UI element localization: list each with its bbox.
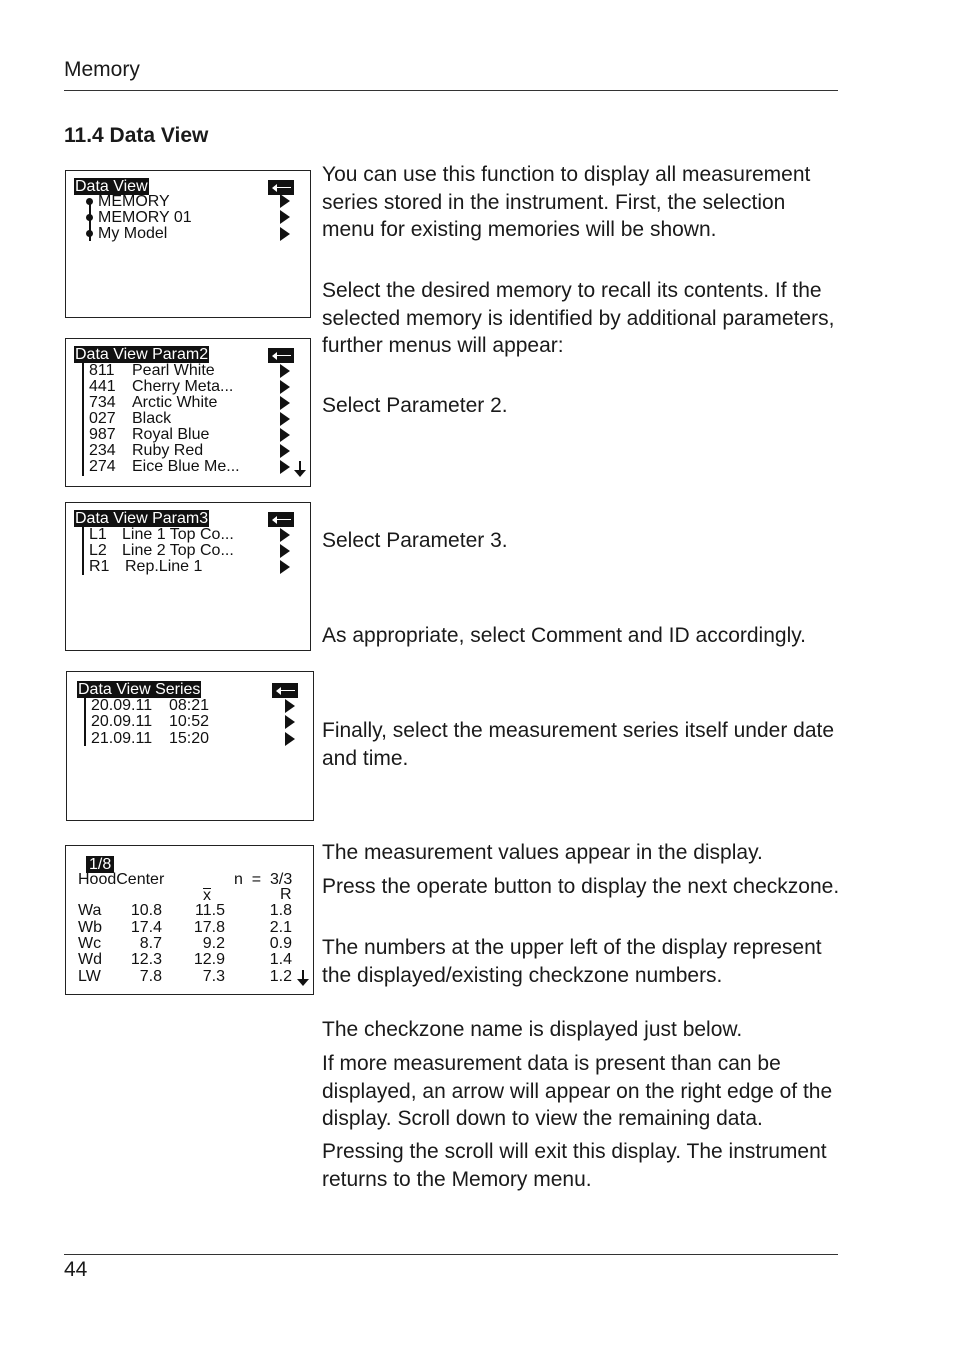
param-code: 987: [89, 426, 116, 443]
mean-column-header: x: [203, 887, 211, 904]
section-heading: 11.4 Data View: [64, 124, 209, 147]
param-name[interactable]: Rep.Line 1: [125, 558, 203, 575]
screen-title: Data View Param3: [75, 510, 209, 527]
param-code: 027: [89, 410, 116, 427]
play-arrow-icon: [280, 528, 290, 542]
value-cell: 1.2: [269, 968, 292, 985]
play-arrow-icon: [285, 699, 295, 713]
screen-title: Data View Series: [78, 681, 201, 698]
param-name[interactable]: Arctic White: [132, 394, 218, 411]
param-name[interactable]: Black: [132, 410, 172, 427]
value-cell: 2.1: [269, 919, 292, 936]
value-row-label: Wb: [78, 919, 102, 936]
checkzone-name: HoodCenter: [78, 871, 165, 888]
back-arrow-icon: [268, 512, 294, 527]
back-arrow-icon: [268, 348, 294, 363]
param-code: L2: [89, 542, 107, 559]
play-arrow-icon: [285, 715, 295, 729]
play-arrow-icon: [285, 732, 295, 746]
value-cell: 10.8: [130, 902, 162, 919]
paragraph: Finally, select the measurement series itself under date and time.: [322, 719, 835, 770]
value-row-label: Wd: [78, 951, 102, 968]
memory-item[interactable]: MEMORY 01: [98, 209, 192, 226]
param-name[interactable]: Line 1 Top Co...: [122, 526, 234, 543]
back-arrow-icon: [268, 180, 294, 195]
scroll-down-arrow-icon: [297, 970, 309, 986]
bullet-icon: [86, 198, 93, 205]
memory-item[interactable]: My Model: [98, 225, 168, 242]
screen-measurement-values: [65, 845, 314, 995]
param-code: 441: [89, 378, 116, 395]
value-cell: 7.3: [202, 968, 225, 985]
series-time[interactable]: 15:20: [169, 730, 210, 747]
series-date[interactable]: 20.09.11: [91, 713, 153, 730]
value-cell: 9.2: [202, 935, 225, 952]
paragraph: The measurement values appear in the display.: [322, 841, 763, 864]
screen-title: Data View Param2: [75, 346, 209, 363]
param-name[interactable]: Ruby Red: [132, 442, 204, 459]
param-code: 811: [89, 362, 115, 379]
value-cell: 12.9: [193, 951, 225, 968]
play-arrow-icon: [280, 210, 290, 224]
paragraph: Press the operate button to display the next checkzone.: [322, 875, 840, 898]
param-code: 734: [89, 394, 116, 411]
value-cell: 17.4: [130, 919, 162, 936]
value-cell: 12.3: [130, 951, 162, 968]
value-cell: 11.5: [195, 902, 225, 919]
scroll-down-arrow-icon: [294, 461, 306, 477]
paragraph: The checkzone name is displayed just below.: [322, 1018, 743, 1041]
play-arrow-icon: [280, 428, 290, 442]
footer-rule: [64, 1254, 838, 1255]
paragraph: Select Parameter 3.: [322, 529, 508, 552]
checkzone-badge: 1/8: [86, 856, 114, 873]
play-arrow-icon: [280, 380, 290, 394]
tree-line: [82, 363, 84, 476]
running-header: Memory: [64, 58, 140, 81]
play-arrow-icon: [280, 396, 290, 410]
param-name[interactable]: Pearl White: [132, 362, 215, 379]
value-cell: 8.7: [139, 935, 162, 952]
value-row-label: LW: [78, 968, 101, 985]
param-code: 234: [89, 442, 116, 459]
param-code: 274: [89, 458, 116, 475]
paragraph: As appropriate, select Comment and ID accordingly.: [322, 624, 807, 647]
param-name[interactable]: Royal Blue: [132, 426, 210, 443]
screen-series: [66, 671, 314, 821]
header-rule: [64, 90, 838, 91]
value-row-label: Wc: [78, 935, 102, 952]
param-code: L1: [89, 526, 107, 543]
param-name[interactable]: Cherry Meta...: [132, 378, 234, 395]
value-cell: 1.8: [269, 902, 292, 919]
play-arrow-icon: [280, 544, 290, 558]
play-arrow-icon: [280, 364, 290, 378]
screen-title: Data View: [75, 178, 148, 195]
sample-count: n = 3/3: [234, 871, 293, 888]
play-arrow-icon: [280, 227, 290, 241]
paragraph: If more measurement data is present than can be displayed, an arrow will appear on the right edge of the display. Scroll down to view the remaining data.: [322, 1052, 833, 1130]
paragraph: Select the desired memory to recall its contents. If the selected memory is identified by additional parameters, further menus will appear:: [322, 279, 835, 357]
screen-param2: [65, 338, 311, 487]
value-row-label: Wa: [78, 902, 102, 919]
bullet-icon: [86, 214, 93, 221]
paragraph: You can use this function to display all measurement series stored in the instrument. First, the selection menu for existing memories will be shown.: [322, 163, 811, 241]
param-name[interactable]: Eice Blue Me...: [132, 458, 240, 475]
paragraph: The numbers at the upper left of the display represent the displayed/existing checkzone numbers.: [322, 936, 822, 987]
series-time[interactable]: 08:21: [169, 697, 210, 714]
page-number: 44: [64, 1258, 88, 1281]
screen-param3: [65, 502, 311, 651]
tree-line: [84, 698, 86, 746]
paragraph: Select Parameter 2.: [322, 394, 508, 417]
value-cell: 1.4: [269, 951, 292, 968]
play-arrow-icon: [280, 444, 290, 458]
series-time[interactable]: 10:52: [169, 713, 210, 730]
paragraph: Pressing the scroll will exit this display. The instrument returns to the Memory menu.: [322, 1140, 827, 1191]
value-cell: 7.8: [139, 968, 162, 985]
bullet-icon: [86, 230, 93, 237]
memory-item[interactable]: MEMORY: [98, 193, 170, 210]
series-date[interactable]: 20.09.11: [91, 697, 153, 714]
param-code: R1: [89, 558, 110, 575]
value-cell: 17.8: [193, 919, 225, 936]
back-arrow-icon: [272, 683, 298, 698]
tree-line: [82, 527, 84, 575]
range-column-header: R: [280, 886, 292, 903]
param-name[interactable]: Line 2 Top Co...: [122, 542, 234, 559]
play-arrow-icon: [280, 412, 290, 426]
play-arrow-icon: [280, 194, 290, 208]
play-arrow-icon: [280, 560, 290, 574]
value-cell: 0.9: [269, 935, 292, 952]
screen-data-view: [65, 170, 311, 318]
series-date[interactable]: 21.09.11: [91, 730, 153, 747]
play-arrow-icon: [280, 460, 290, 474]
